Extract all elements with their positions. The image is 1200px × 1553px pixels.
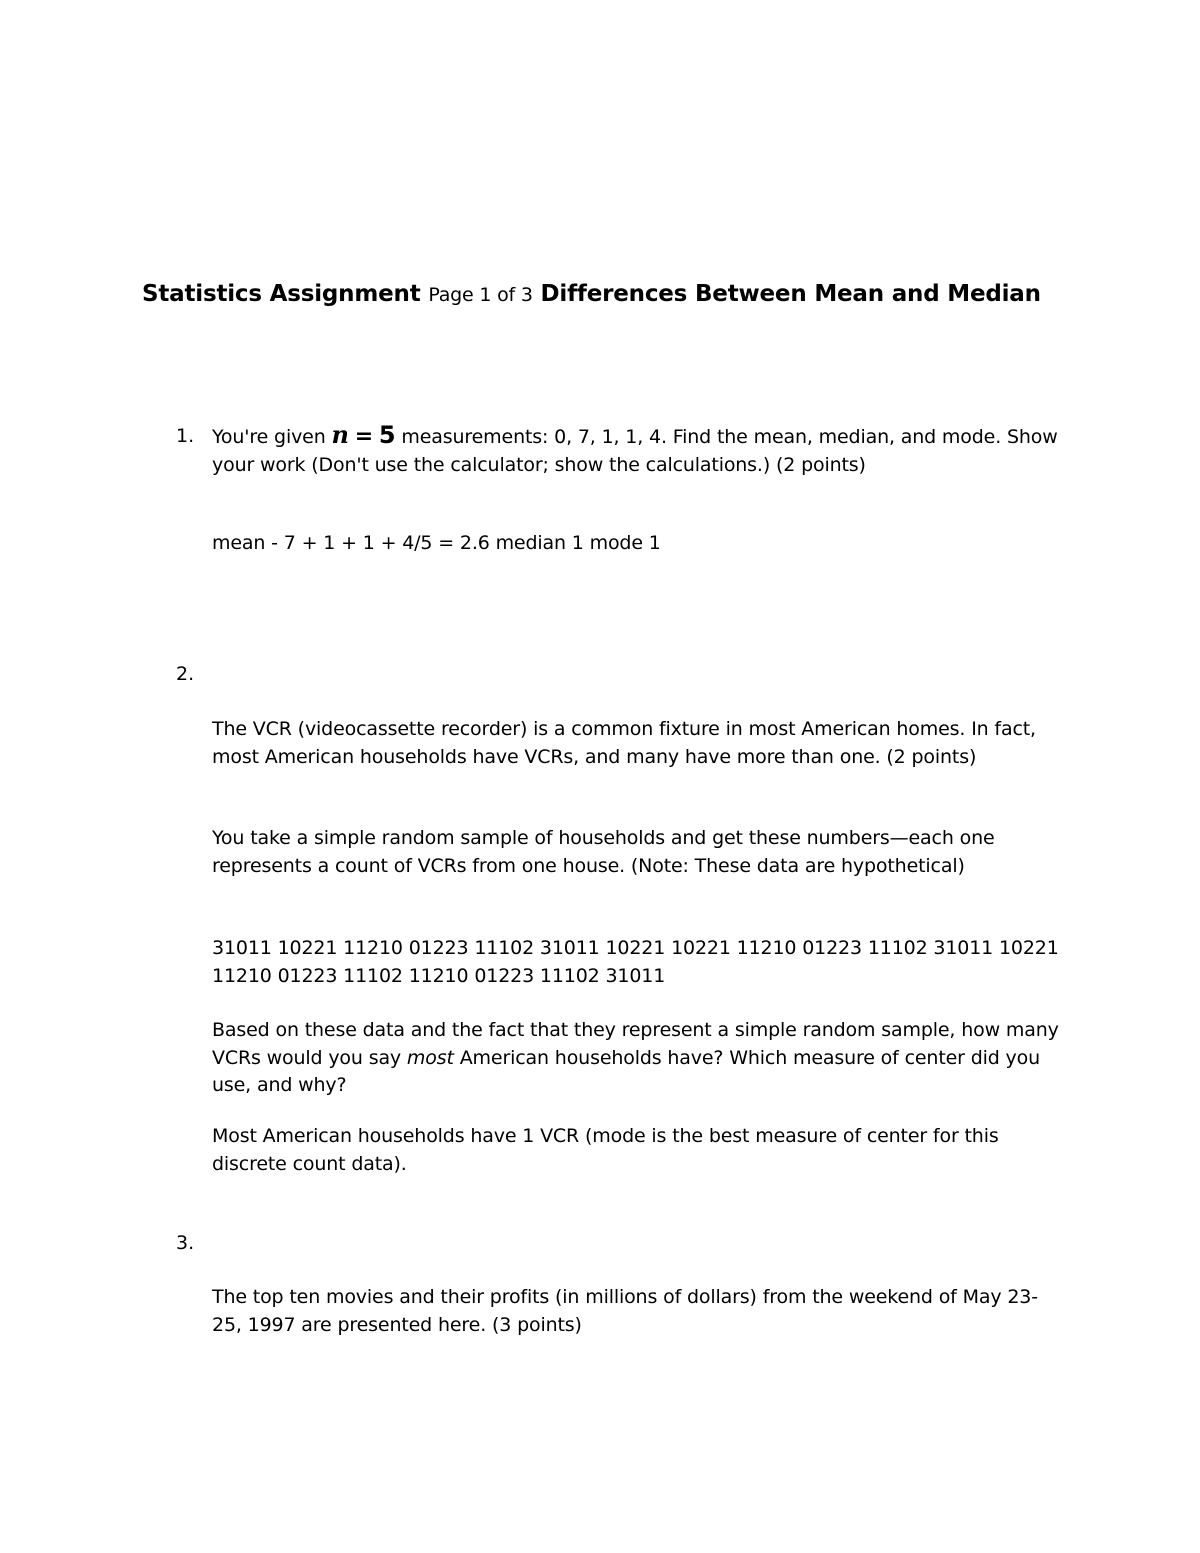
document-title <box>142 278 1042 312</box>
question-3-intro: The top ten movies and their profits (in millions of dollars) from the weekend of May 23- 25, 1997 are presented here. (3 points) <box>212 1286 1038 1336</box>
q1-n-value: 5 <box>378 421 396 449</box>
title-subtitle: Differences Between Mean and Median <box>540 281 1041 307</box>
question-1-answer: mean - 7 + 1 + 1 + 4/5 = 2.6 median 1 mode 1 <box>212 532 661 554</box>
question-1-number: 1. <box>176 425 195 447</box>
q1-n-symbol: n <box>331 420 349 449</box>
page-indicator: Page 1 of 3 <box>428 284 533 306</box>
question-2-intro: The VCR (videocassette recorder) is a common fixture in most American homes. In fact, most American households have VCRs, and many have more than one. (2 points) <box>212 718 1036 768</box>
question-2-number: 2. <box>176 663 195 685</box>
question-2-sample-text: You take a simple random sample of households and get these numbers—each one represents a count of VCRs from one house. (Note: These data are hypothetical) <box>212 827 995 877</box>
q2-question-pre: Based on these data and the fact that they represent a simple random sample, how many VCRs would you say <box>212 1019 1059 1069</box>
q1-equals: = <box>354 424 374 449</box>
q2-question-post: American households have? Which measure of center did you use, and why? <box>212 1046 1041 1096</box>
title-bold: Statistics Assignment <box>142 281 421 307</box>
question-2-question <box>212 1017 1072 1100</box>
question-2-data: 31011 10221 11210 01223 11102 31011 10221 10221 11210 01223 11102 31011 10221 11210 01223 11102 11210 01223 11102 31011 <box>212 937 1059 987</box>
question-1-text <box>212 421 1072 479</box>
question-2-answer: Most American households have 1 VCR (mode is the best measure of center for this discrete count data). <box>212 1125 999 1175</box>
q1-text-pre: You're given <box>212 426 326 448</box>
q1-text-post: measurements: 0, 7, 1, 1, 4. Find the mean, median, and mode. Show your work (Don't use the calculator; show the calculations.) (2 points) <box>212 426 1058 476</box>
q2-question-emphasis: most <box>406 1046 454 1069</box>
question-3-number: 3. <box>176 1232 195 1254</box>
